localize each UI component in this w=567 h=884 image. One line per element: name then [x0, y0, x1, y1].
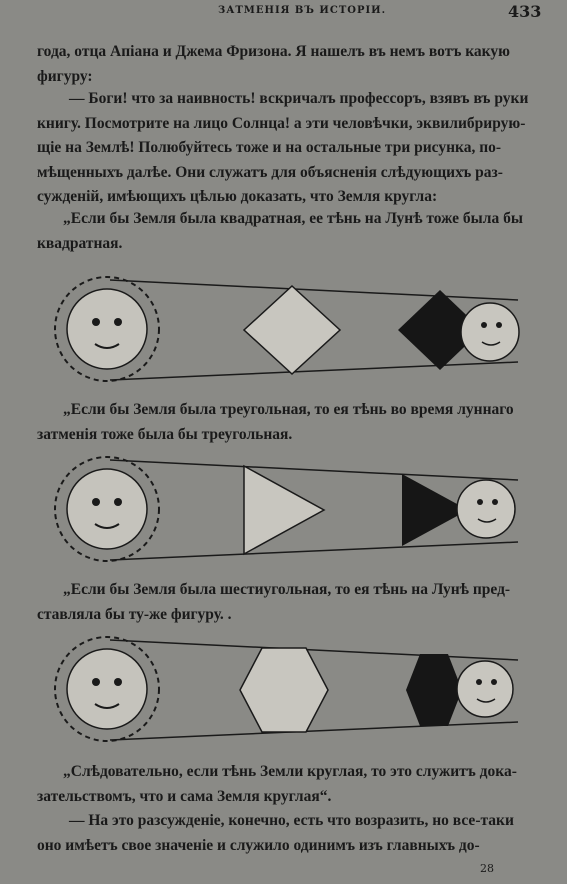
moon-icon: [461, 303, 519, 361]
paragraph-4: [37, 398, 540, 447]
figure-hexagon-eclipse: [50, 630, 530, 750]
text-line: — На это разсужденіе, конечно, есть что возразить, но все-таки: [69, 812, 514, 829]
triangle-earth-icon: [244, 466, 324, 554]
text-line: оно имѣетъ свое значеніе и служило одинимъ изъ главныхъ до-: [37, 836, 480, 854]
paragraph-3: [37, 207, 540, 256]
text-line: сужденій, имѣющихъ цѣлью доказать, что Земля кругла:: [37, 188, 438, 205]
paragraph-1: [37, 40, 540, 89]
sun-icon: [55, 457, 159, 561]
page-number: 433: [508, 2, 542, 21]
figure-triangle-eclipse: [50, 450, 530, 570]
moon-icon: [457, 661, 513, 717]
text-line: книгу. Посмотрите на лицо Солнца! а эти человѣчки, эквилибрирую-: [37, 114, 526, 132]
hexagon-shadow: [406, 654, 462, 726]
sun-icon: [55, 637, 159, 741]
figure-square-eclipse: [50, 270, 530, 390]
text-line: года, отца Апіана и Джема Фризона. Я нашелъ въ немъ вотъ какую: [37, 43, 510, 60]
paragraph-6: [37, 760, 540, 809]
moon-icon: [457, 480, 515, 538]
sun-icon: [55, 277, 159, 381]
text-line: фигуру:: [37, 67, 93, 85]
text-line: ставляла бы ту-же фигуру. .: [37, 605, 232, 623]
text-line: „Если бы Земля была шестиугольная, то ея тѣнь на Лунѣ пред-: [63, 581, 511, 598]
text-line: квадратная.: [37, 234, 123, 252]
paragraph-2: [37, 87, 540, 210]
running-title: ЗАТМЕНІЯ ВЪ ИСТОРІИ.: [218, 5, 387, 16]
text-line: „Если бы Земля была треугольная, то ея тѣнь во время луннаго: [63, 401, 514, 418]
text-line: зательствомъ, что и сама Земля круглая“.: [37, 787, 332, 805]
text-line: мѣщенныхъ далѣе. Они служатъ для объясненія слѣдующихъ раз-: [37, 163, 503, 181]
text-line: щіе на Землѣ! Полюбуйтесь тоже и на остальные три рисунка, по-: [37, 139, 502, 156]
hexagon-earth-icon: [240, 648, 328, 732]
page-header: [0, 2, 567, 20]
text-line: — Боги! что за наивность! вскричалъ профессоръ, взявъ въ руки: [69, 90, 529, 107]
signature-mark: 28: [480, 862, 494, 875]
paragraph-5: [37, 578, 540, 627]
square-earth-icon: [244, 286, 340, 374]
paragraph-7: [37, 809, 540, 858]
text-line: затменія тоже была бы треугольная.: [37, 425, 293, 443]
text-line: „Если бы Земля была квадратная, ее тѣнь на Лунѣ тоже была бы: [63, 210, 523, 227]
text-line: „Слѣдовательно, если тѣнь Земли круглая, то это служитъ дока-: [63, 763, 517, 780]
